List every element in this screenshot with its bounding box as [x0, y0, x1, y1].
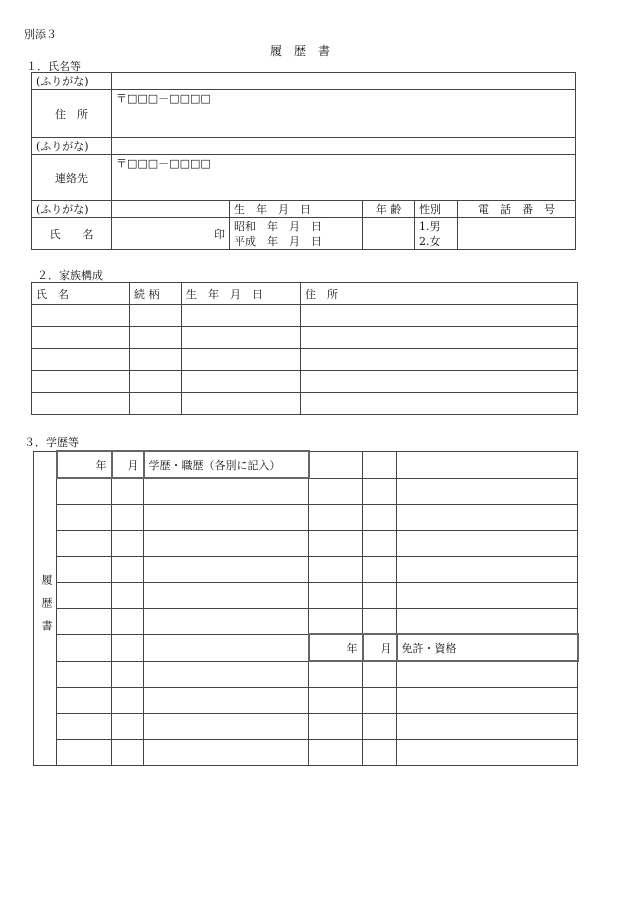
history-month-cell[interactable]: [112, 530, 144, 556]
family-birth-cell[interactable]: [182, 371, 301, 393]
family-address-cell[interactable]: [301, 371, 578, 393]
age-header: 年 齢: [363, 201, 415, 218]
license-content-header: 免許・資格: [397, 634, 578, 661]
family-relation-cell[interactable]: [130, 371, 182, 393]
history-year-cell[interactable]: [309, 451, 363, 478]
history-month-cell[interactable]: [112, 713, 144, 739]
history-year-cell[interactable]: [57, 556, 112, 582]
history-month-cell[interactable]: [112, 504, 144, 530]
history-year-cell[interactable]: [309, 582, 363, 608]
family-birth-cell[interactable]: [182, 393, 301, 415]
license-content-cell[interactable]: [397, 713, 578, 739]
sex-header: 性別: [415, 201, 458, 218]
family-name-cell[interactable]: [32, 371, 130, 393]
license-content-cell[interactable]: [397, 661, 578, 687]
history-year-cell[interactable]: [57, 739, 112, 765]
history-month-cell[interactable]: [363, 556, 397, 582]
history-month-cell[interactable]: [112, 687, 144, 713]
history-content-cell[interactable]: [397, 478, 578, 504]
table-row: [32, 305, 578, 327]
family-name-cell[interactable]: [32, 393, 130, 415]
table-row: [34, 687, 578, 713]
history-month-cell[interactable]: [363, 582, 397, 608]
seal-mark: 印: [214, 227, 225, 241]
family-name-cell[interactable]: [32, 305, 130, 327]
history-content-cell[interactable]: [144, 687, 309, 713]
family-relation-cell[interactable]: [130, 393, 182, 415]
family-relation-cell[interactable]: [130, 305, 182, 327]
attachment-label: 別添３: [24, 28, 57, 41]
contact-label: 連絡先: [32, 155, 112, 201]
license-year-header: 年: [309, 634, 363, 661]
history-side-text: 履歴書: [40, 573, 53, 643]
history-month-header: 月: [112, 451, 144, 478]
furigana-label: (ふりがな): [32, 201, 112, 218]
address-furigana-field[interactable]: [112, 73, 576, 90]
table-row: [34, 739, 578, 765]
history-year-header: 年: [57, 451, 112, 478]
history-year-cell[interactable]: [57, 478, 112, 504]
history-content-cell[interactable]: [144, 582, 309, 608]
history-content-cell[interactable]: [144, 739, 309, 765]
history-content-cell[interactable]: [144, 713, 309, 739]
history-year-cell[interactable]: [57, 687, 112, 713]
table-row: [34, 582, 578, 608]
furigana-label: (ふりがな): [32, 138, 112, 155]
history-month-cell[interactable]: [363, 608, 397, 634]
furigana-label: (ふりがな): [32, 73, 112, 90]
family-table: [31, 282, 578, 415]
history-content-cell[interactable]: [144, 608, 309, 634]
history-year-cell[interactable]: [309, 530, 363, 556]
family-address-cell[interactable]: [301, 393, 578, 415]
history-content-cell[interactable]: [397, 451, 578, 478]
address-label: 住 所: [32, 90, 112, 138]
history-year-cell[interactable]: [309, 608, 363, 634]
history-year-cell[interactable]: [57, 504, 112, 530]
family-name-cell[interactable]: [32, 327, 130, 349]
section3-heading: ３．学歴等: [24, 436, 79, 449]
history-content-header: 学歴・職歴（各別に記入）: [144, 451, 309, 478]
phone-header: 電 話 番 号: [458, 201, 576, 218]
history-content-cell[interactable]: [144, 556, 309, 582]
license-content-cell[interactable]: [397, 739, 578, 765]
history-year-cell[interactable]: [57, 530, 112, 556]
history-content-cell[interactable]: [144, 634, 309, 661]
table-row: [32, 327, 578, 349]
history-month-cell[interactable]: [112, 739, 144, 765]
history-year-cell[interactable]: [57, 634, 112, 661]
personal-info-table: [31, 72, 576, 250]
history-content-cell[interactable]: [144, 478, 309, 504]
table-row: [34, 530, 578, 556]
license-month-cell[interactable]: [363, 687, 397, 713]
history-month-cell[interactable]: [112, 478, 144, 504]
family-birth-header: 生 年 月 日: [182, 283, 301, 305]
history-year-cell[interactable]: [309, 478, 363, 504]
history-year-cell[interactable]: [57, 713, 112, 739]
history-content-cell[interactable]: [397, 608, 578, 634]
family-address-header: 住 所: [301, 283, 578, 305]
history-content-cell[interactable]: [144, 661, 309, 687]
sex-female-option: 2.女: [419, 234, 441, 248]
family-relation-header: 続 柄: [130, 283, 182, 305]
license-year-cell[interactable]: [309, 739, 363, 765]
history-month-cell[interactable]: [112, 582, 144, 608]
birth-date-header: 生 年 月 日: [230, 201, 363, 218]
history-table: [33, 450, 579, 766]
name-label: 氏 名: [32, 218, 112, 250]
history-content-cell[interactable]: [397, 582, 578, 608]
era-showa-option: 昭和 年 月 日: [234, 219, 322, 233]
contact-field[interactable]: [112, 155, 576, 201]
license-month-cell[interactable]: [363, 661, 397, 687]
table-row: [34, 608, 578, 634]
section2-heading: ２．家族構成: [37, 269, 103, 282]
history-month-cell[interactable]: [112, 608, 144, 634]
license-year-cell[interactable]: [309, 687, 363, 713]
page-title: 履 歴 書: [270, 44, 331, 58]
history-month-cell[interactable]: [112, 634, 144, 661]
family-name-cell[interactable]: [32, 349, 130, 371]
license-year-cell[interactable]: [309, 713, 363, 739]
family-name-header: 氏 名: [32, 283, 130, 305]
sex-male-option: 1.男: [419, 219, 441, 233]
history-year-cell[interactable]: [309, 504, 363, 530]
name-furigana-field[interactable]: [112, 201, 230, 218]
history-content-cell[interactable]: [144, 504, 309, 530]
family-relation-cell[interactable]: [130, 349, 182, 371]
era-heisei-option: 平成 年 月 日: [234, 234, 322, 248]
history-month-cell[interactable]: [363, 504, 397, 530]
sex-field[interactable]: [415, 218, 458, 250]
table-row: [32, 371, 578, 393]
history-month-cell[interactable]: [363, 451, 397, 478]
family-relation-cell[interactable]: [130, 327, 182, 349]
age-field[interactable]: [363, 218, 415, 250]
license-year-cell[interactable]: [309, 661, 363, 687]
license-month-header: 月: [363, 634, 397, 661]
table-row: [32, 349, 578, 371]
history-month-cell[interactable]: [112, 661, 144, 687]
birth-date-field[interactable]: [230, 218, 363, 250]
table-row: [34, 661, 578, 687]
family-address-cell[interactable]: [301, 305, 578, 327]
table-row: [34, 556, 578, 582]
table-row: [34, 504, 578, 530]
history-year-cell[interactable]: [57, 661, 112, 687]
family-birth-cell[interactable]: [182, 305, 301, 327]
phone-field[interactable]: [458, 218, 576, 250]
name-field[interactable]: [112, 218, 230, 250]
license-month-cell[interactable]: [363, 713, 397, 739]
history-content-cell[interactable]: [144, 530, 309, 556]
family-address-cell[interactable]: [301, 327, 578, 349]
family-address-cell[interactable]: [301, 349, 578, 371]
section1-heading: １．氏名等: [26, 60, 81, 73]
history-year-cell[interactable]: [57, 582, 112, 608]
family-birth-cell[interactable]: [182, 327, 301, 349]
history-side-label: [34, 451, 57, 765]
history-year-cell[interactable]: [309, 556, 363, 582]
postal-code-placeholder: 〒□□□－□□□□: [116, 92, 211, 105]
address-field[interactable]: [112, 90, 576, 138]
family-birth-cell[interactable]: [182, 349, 301, 371]
contact-furigana-field[interactable]: [112, 138, 576, 155]
license-content-cell[interactable]: [397, 687, 578, 713]
license-month-cell[interactable]: [363, 739, 397, 765]
history-month-cell[interactable]: [112, 556, 144, 582]
history-content-cell[interactable]: [397, 530, 578, 556]
table-row: [34, 713, 578, 739]
history-year-cell[interactable]: [57, 608, 112, 634]
postal-code-placeholder: 〒□□□－□□□□: [116, 157, 211, 170]
table-row: [34, 634, 578, 661]
table-row: [34, 478, 578, 504]
table-row: [32, 393, 578, 415]
history-content-cell[interactable]: [397, 556, 578, 582]
history-month-cell[interactable]: [363, 478, 397, 504]
history-month-cell[interactable]: [363, 530, 397, 556]
history-content-cell[interactable]: [397, 504, 578, 530]
